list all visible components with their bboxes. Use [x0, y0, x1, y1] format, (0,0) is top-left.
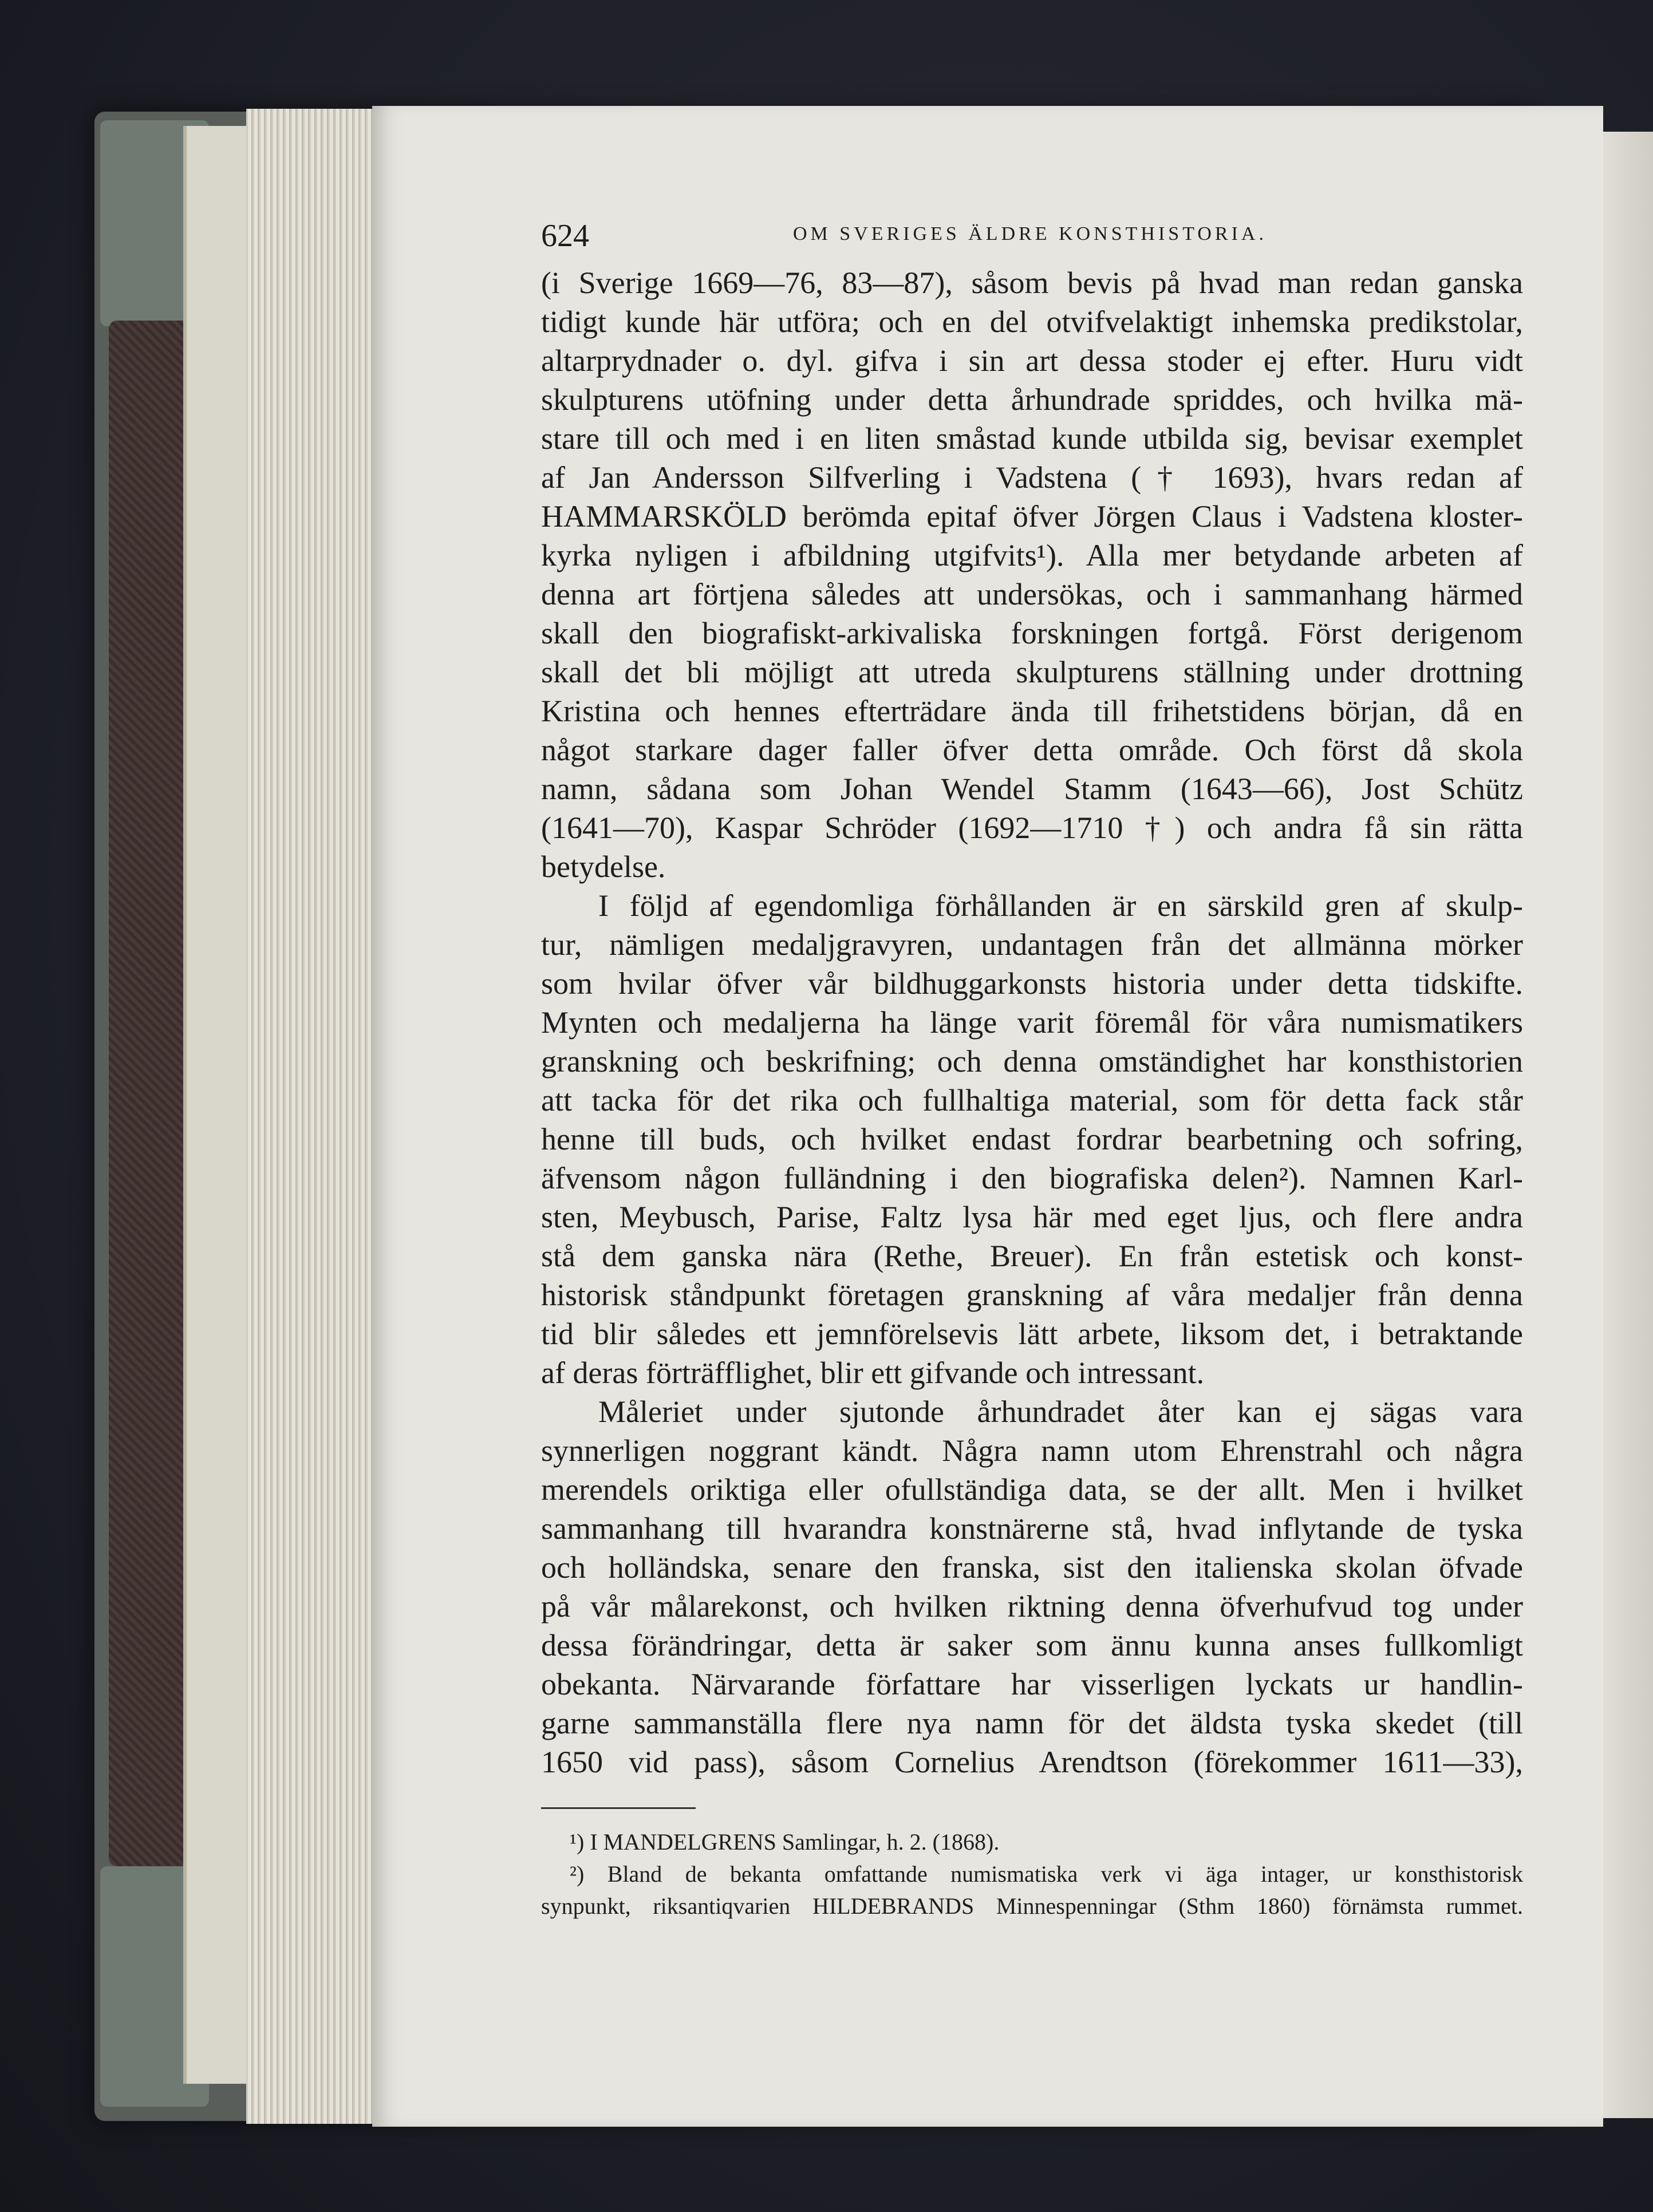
text-line: garne sammanställa flere nya namn för det äldsta tyska skedet (till — [541, 1706, 1523, 1740]
text-line: Måleriet under sjutonde århundradet åter kan ej sägas vara — [598, 1395, 1523, 1429]
footnote: synpunkt, riksantiqvarien HILDEBRANDS Minnespenningar (Sthm 1860) förnämsta rummet. — [541, 1893, 1523, 1919]
text-line: namn, sådana som Johan Wendel Stamm (1643—66), Jost Schütz — [541, 772, 1523, 806]
text-line: altarprydnader o. dyl. gifva i sin art dessa stoder ej efter. Huru vidt — [541, 343, 1523, 378]
text-line: på vår målarekonst, och hvilken riktning denna öfverhufvud tog under — [541, 1589, 1523, 1624]
text-line: något starkare dager faller öfver detta område. Och först då skola — [541, 733, 1523, 767]
text-line: dessa förändringar, detta är saker som ännu kunna anses fullkomligt — [541, 1628, 1523, 1662]
footnote: ²) Bland de bekanta omfattande numismatiska verk vi äga intager, ur konsthistorisk — [570, 1861, 1523, 1887]
text-line: granskning och beskrifning; och denna omständighet har konsthistorien — [541, 1044, 1523, 1079]
text-line: synnerligen noggrant kändt. Några namn utom Ehrenstrahl och några — [541, 1433, 1523, 1468]
text-line: merendels oriktiga eller ofullständiga data, se der allt. Men i hvilket — [541, 1472, 1523, 1507]
text-line: obekanta. Närvarande författare har visserligen lyckats ur handlin- — [541, 1667, 1523, 1701]
text-line: denna art förtjena således att undersökas, och i sammanhang härmed — [541, 577, 1523, 611]
text-line: af deras förträfflighet, blir ett gifvande och intressant. — [541, 1356, 1205, 1390]
text-line: HAMMARSKÖLD berömda epitaf öfver Jörgen Claus i Vadstena kloster- — [541, 499, 1523, 534]
text-line: Kristina och hennes efterträdare ända till frihetstidens början, då en — [541, 694, 1523, 728]
text-line: sten, Meybusch, Parise, Faltz lysa här med eget ljus, och flere andra — [541, 1200, 1523, 1234]
page-number: 624 — [541, 218, 589, 254]
text-line: tidigt kunde här utföra; och en del otvifvelaktigt inhemska predikstolar, — [541, 305, 1523, 339]
text-line: (1641—70), Kaspar Schröder (1692—1710 †) och andra få sin rätta — [541, 811, 1523, 845]
running-head: OM SVERIGES ÄLDRE KONSTHISTORIA. — [793, 223, 1267, 244]
text-line: sammanhang till hvarandra konstnärerne stå, hvad inflytande de tyska — [541, 1511, 1523, 1546]
text-line: 1650 vid pass), såsom Cornelius Arendtson (förekommer 1611—33), — [541, 1745, 1523, 1779]
text-line: kyrka nyligen i afbildning utgifvits¹). Alla mer betydande arbeten af — [541, 538, 1523, 572]
text-line: Mynten och medaljerna ha länge varit föremål för våra numismatikers — [541, 1005, 1523, 1040]
text-line: (i Sverige 1669—76, 83—87), såsom bevis på hvad man redan ganska — [541, 266, 1523, 300]
text-line: af Jan Andersson Silfverling i Vadstena († 1693), hvars redan af — [541, 460, 1523, 495]
body-text — [541, 263, 1523, 1782]
text-line: historisk ståndpunkt företagen granskning af våra medaljer från denna — [541, 1278, 1523, 1312]
text-line: och holländska, senare den franska, sist den italienska skolan öfvade — [541, 1550, 1523, 1585]
flyleaf — [183, 126, 255, 2084]
text-line: tid blir således ett jemnförelsevis lätt arbete, liksom det, i betraktande — [541, 1317, 1523, 1351]
text-line: betydelse. — [541, 850, 666, 884]
text-line: skall den biografiskt-arkivaliska forskningen fortgå. Först derigenom — [541, 616, 1523, 650]
text-line: henne till buds, och hvilket endast fordrar bearbetning och sofring, — [541, 1122, 1523, 1156]
marbled-cover-edge — [109, 321, 195, 1866]
footnote-divider — [541, 1807, 696, 1809]
text-line: skulpturens utöfning under detta århundrade spriddes, och hvilka mä- — [541, 382, 1523, 417]
page-text — [541, 195, 1523, 1922]
text-line: tur, nämligen medaljgravyren, undantagen från det allmänna mörker — [541, 927, 1523, 962]
footnote: ¹) I MANDELGRENS Samlingar, h. 2. (1868). — [570, 1829, 1000, 1855]
next-page-edge — [1597, 132, 1653, 2118]
text-line: äfvensom någon fulländning i den biografiska delen²). Namnen Karl- — [541, 1161, 1523, 1195]
text-line: stare till och med i en liten småstad kunde utbilda sig, bevisar exemplet — [541, 421, 1523, 456]
page-header — [541, 195, 1523, 263]
text-line: som hvilar öfver vår bildhuggarkonsts historia under detta tidskifte. — [541, 966, 1523, 1001]
text-line: I följd af egendomliga förhållanden är en särskild gren af skulp- — [598, 888, 1523, 923]
footnotes — [541, 1826, 1523, 1922]
text-line: stå dem ganska nära (Rethe, Breuer). En från estetisk och konst- — [541, 1239, 1523, 1273]
text-line: att tacka för det rika och fullhaltiga material, som för detta fack står — [541, 1083, 1523, 1117]
text-line: skall det bli möjligt att utreda skulpturens ställning under drottning — [541, 655, 1523, 689]
